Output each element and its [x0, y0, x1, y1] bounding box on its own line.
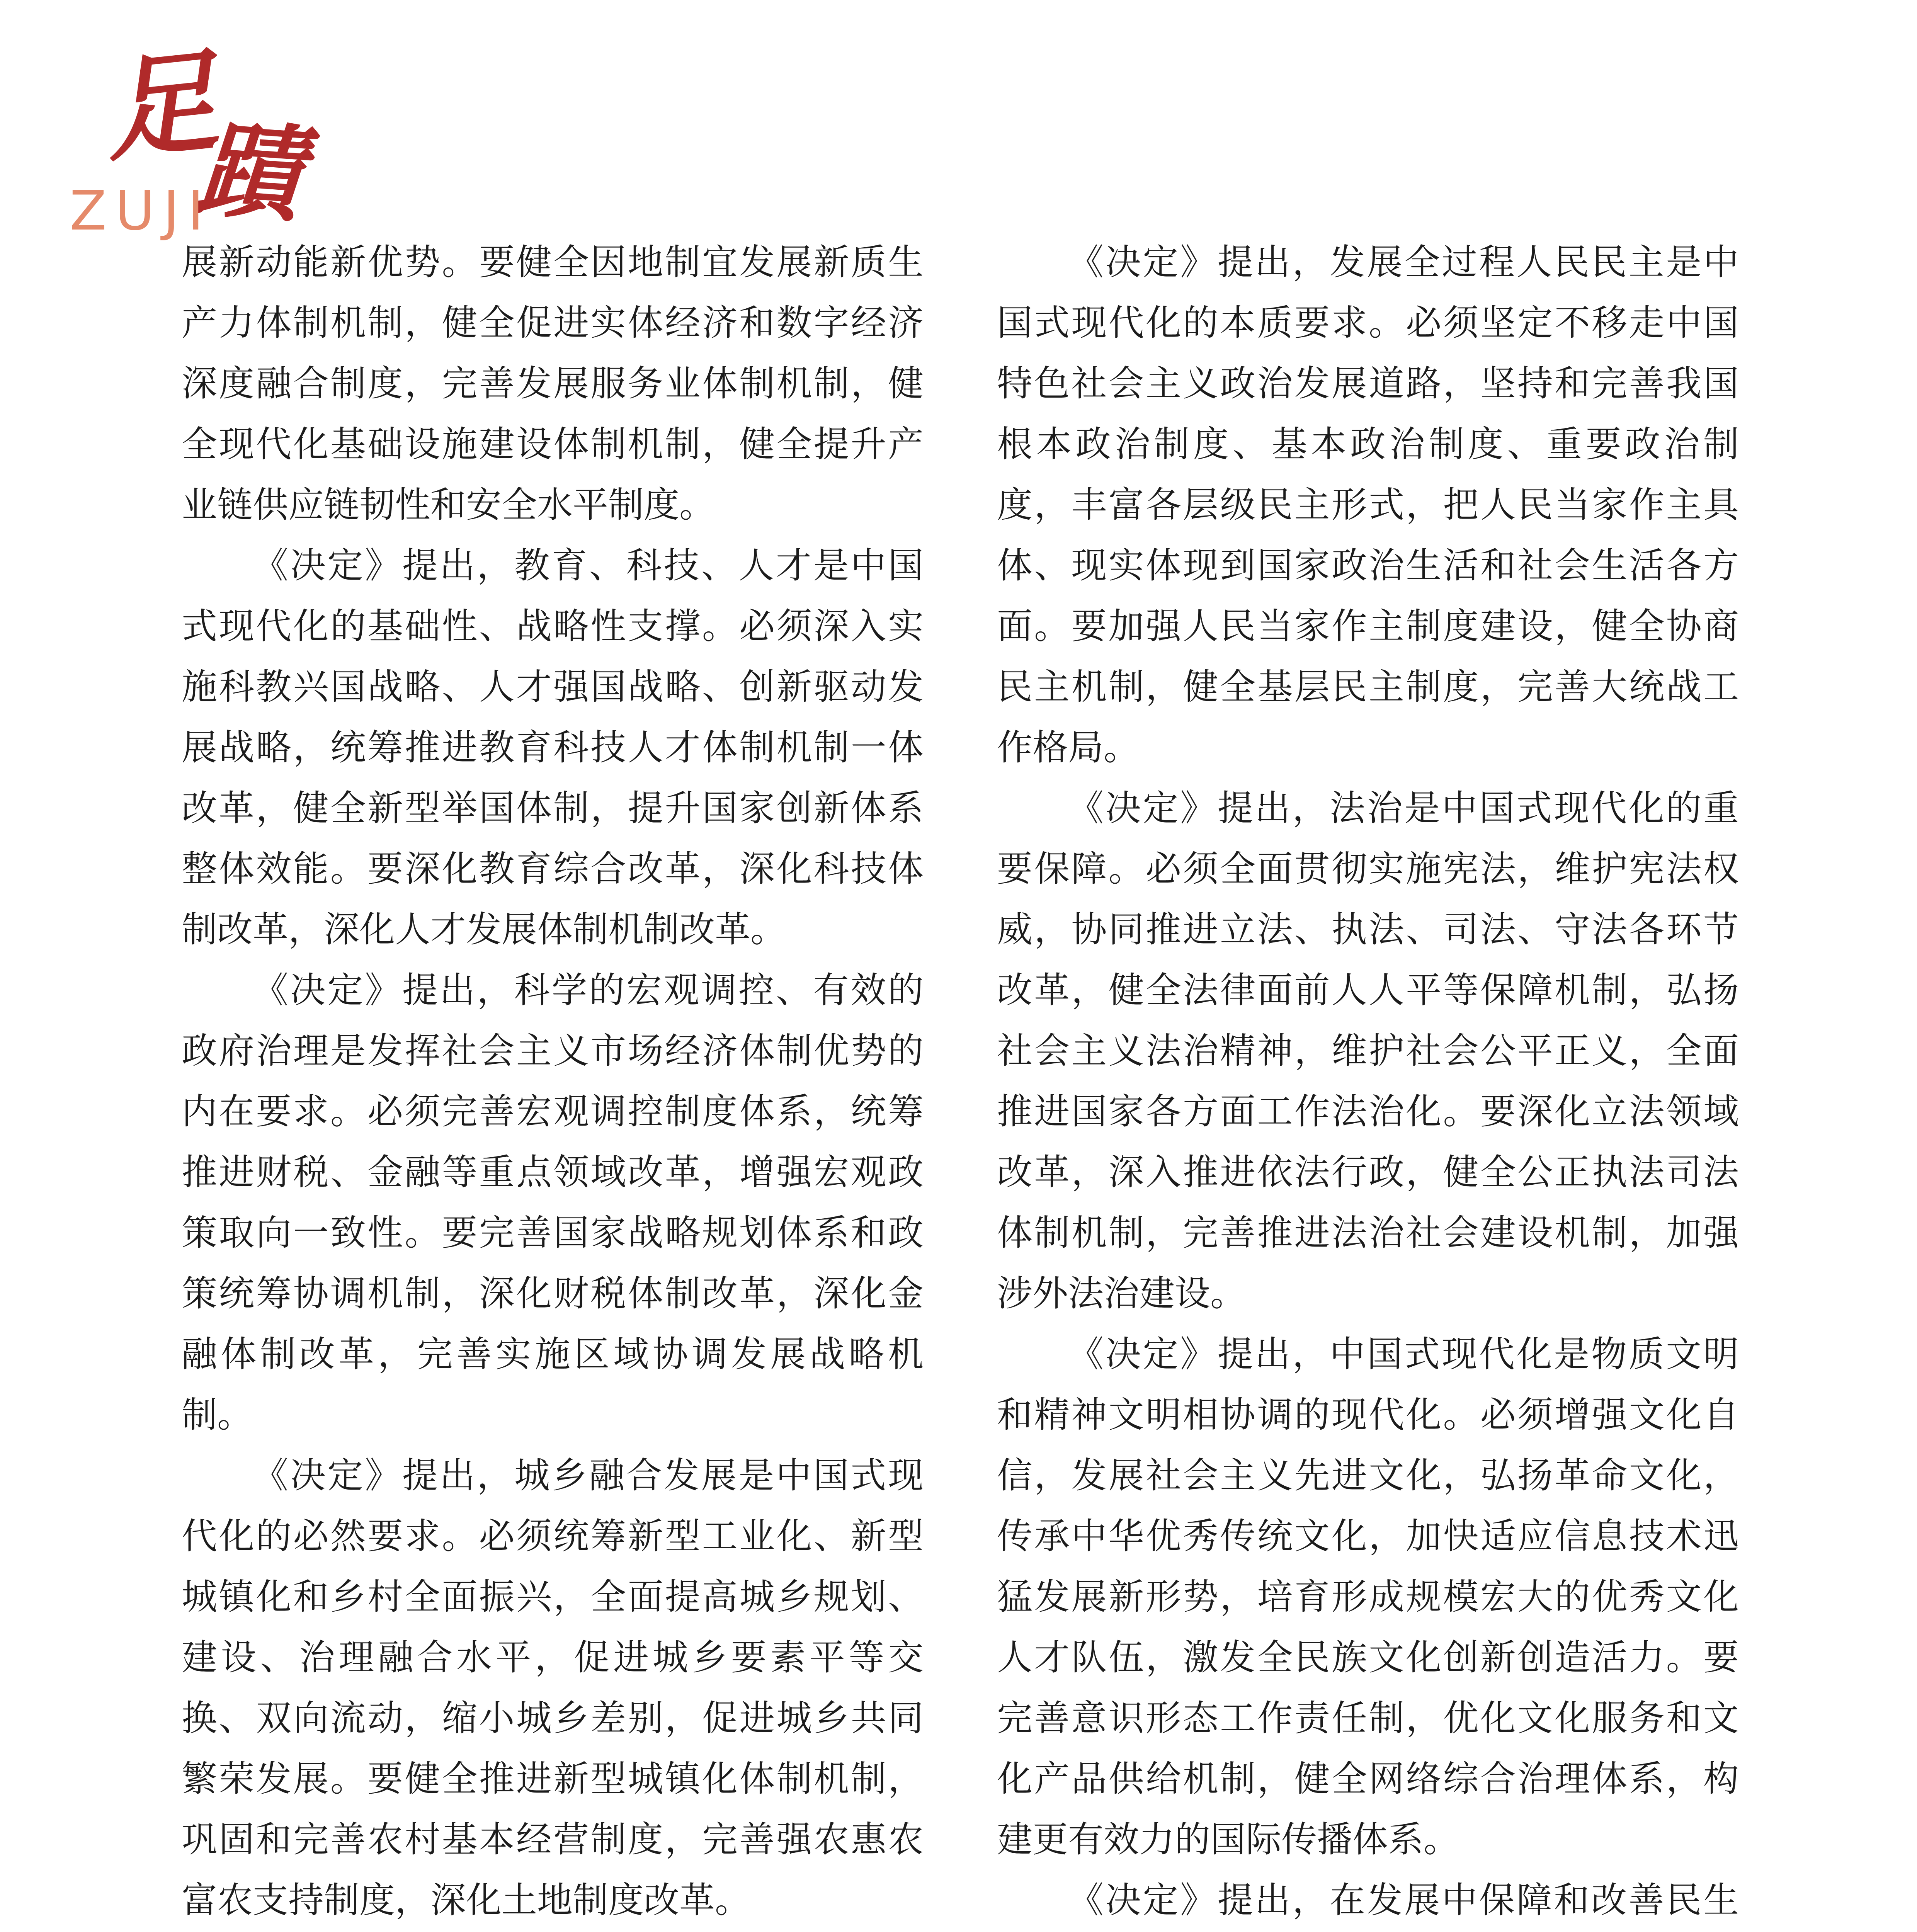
paragraph: 《决定》提出，法治是中国式现代化的重要保障。必须全面贯彻实施宪法，维护宪法权威，协同推进立法、执法、司法、守法各环节改革，健全法律面前人人平等保障机制，弘扬社会主义法治精神，维护社会公平正义，全面推进国家各方面工作法治化。要深化立法领域改革，深入推进依法行政，健全公正执法司法体制机制，完善推进法治社会建设机制，加强涉外法治建设。 [997, 787, 1739, 1314]
article-column-right [997, 232, 1739, 1932]
logo-latin-text: ZUJI [70, 180, 212, 243]
logo-calligraphy-1: 足 [98, 35, 223, 178]
paragraph: 《决定》提出，在发展中保障和改善民生 [1068, 1879, 1739, 1921]
paragraph: 《决定》提出，科学的宏观调控、有效的政府治理是发挥社会主义市场经济体制优势的内在要求。必须完善宏观调控制度体系，统筹推进财税、金融等重点领域改革，增强宏观政策取向一致性。要完善国家战略规划体系和政策统筹协调机制，深化财税体制改革，深化金融体制改革，完善实施区域协调发展战略机制。 [182, 969, 924, 1435]
magazine-logo [58, 35, 306, 243]
logo-calligraphy-2: 蹟 [193, 107, 306, 237]
paragraph: 《决定》提出，教育、科技、人才是中国式现代化的基础性、战略性支撑。必须深入实施科教兴国战略、人才强国战略、创新驱动发展战略，统筹推进教育科技人才体制机制一体改革，健全新型举国体制，提升国家创新体系整体效能。要深化教育综合改革，深化科技体制改革，深化人才发展体制机制改革。 [182, 545, 924, 950]
paragraph [182, 1930, 924, 1932]
article-column-left [182, 232, 924, 1932]
paragraph: 《决定》提出，城乡融合发展是中国式现代化的必然要求。必须统筹新型工业化、新型城镇化和乡村全面振兴，全面提高城乡规划、建设、治理融合水平，促进城乡要素平等交换、双向流动，缩小城乡差别，促进城乡共同繁荣发展。要健全推进新型城镇化体制机制，巩固和完善农村基本经营制度，完善强农惠农富农支持制度，深化土地制度改革。 [182, 1455, 924, 1921]
paragraph: 《决定》提出，发展全过程人民民主是中国式现代化的本质要求。必须坚定不移走中国特色社会主义政治发展道路，坚持和完善我国根本政治制度、基本政治制度、重要政治制度，丰富各层级民主形式，把人民当家作主具体、现实体现到国家政治生活和社会生活各方面。要加强人民当家作主制度建设，健全协商民主机制，健全基层民主制度，完善大统战工作格局。 [997, 242, 1739, 768]
paragraph: 《决定》提出，中国式现代化是物质文明和精神文明相协调的现代化。必须增强文化自信，发展社会主义先进文化，弘扬革命文化，传承中华优秀传统文化，加快适应信息技术迅猛发展新形势，培育形成规模宏大的优秀文化人才队伍，激发全民族文化创新创造活力。要完善意识形态工作责任制，优化文化服务和文化产品供给机制，健全网络综合治理体系，构建更有效力的国际传播体系。 [997, 1333, 1739, 1860]
paragraph: 展新动能新优势。要健全因地制宜发展新质生产力体制机制，健全促进实体经济和数字经济深度融合制度，完善发展服务业体制机制，健全现代化基础设施建设体制机制，健全提升产业链供应链韧性和安全水平制度。 [182, 242, 924, 526]
